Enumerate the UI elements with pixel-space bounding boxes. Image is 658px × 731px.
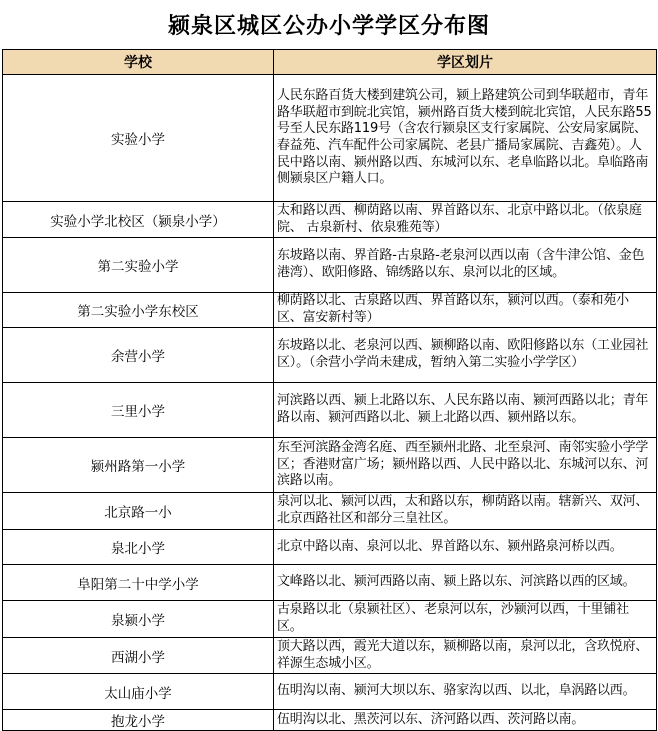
district-area: 古泉路以北（泉颍社区）、老泉河以东，沙颍河以西，十里铺社区。 [274,601,657,638]
district-area: 柳荫路以北、古泉路以西、界首路以东，颍河以西。（泰和苑小区、富安新村等） [274,293,657,328]
district-area: 人民东路百货大楼到建筑公司，颍上路建筑公司到华联超市，青年路华联超市到皖北宾馆，颍州路百货大楼到皖北宾馆，人民东路55号至人民东路119号（含农行颍泉区支行家属院、公安局家属院、春益苑、汽车配件公司家属院、老县广播局家属院、吉鑫苑）。人民中路以南、颍州路以西、东城河以东、老阜临路以北。阜临路南侧颍泉区户籍人口。 [274,75,657,202]
school-name: 颍州路第一小学 [3,438,274,493]
district-area: 河滨路以西、颍上北路以东、人民东路以南、颍河西路以北；青年路以南、颍河西路以北、颍上北路以西、颍州路以东。 [274,383,657,438]
district-area: 东坡路以北、老泉河以西、颍柳路以南、欧阳修路以东（工业园社区）。（余营小学尚未建成，暂纳入第二实验小学学区） [274,328,657,383]
table-row [3,438,657,493]
school-name: 第二实验小学 [3,238,274,293]
table-row [3,565,657,601]
district-area: 东至河滨路金湾名庭、西至颍州北路、北至泉河、南邻实验小学学区；香港财富广场；颍州路以西、人民中路以北、东城河以东、河滨路以南。 [274,438,657,493]
table-row [3,638,657,674]
school-name: 抱龙小学 [3,710,274,731]
school-name: 泉颍小学 [3,601,274,638]
school-district-table [2,49,657,731]
district-area: 太和路以西、柳荫路以南、界首路以东、北京中路以北。（依泉庭院、 古泉新村、依泉雅苑等） [274,202,657,238]
school-name: 余营小学 [3,328,274,383]
school-name: 西湖小学 [3,638,274,674]
district-area: 顶大路以西，霞光大道以东，颍柳路以南，泉河以北，含玖悦府、祥源生态城小区。 [274,638,657,674]
table-row [3,493,657,530]
table-row [3,674,657,710]
table-row [3,530,657,565]
table-row [3,293,657,328]
district-area: 文峰路以北、颍河西路以南、颍上路以东、河滨路以西的区域。 [274,565,657,601]
table-row [3,202,657,238]
school-name: 北京路一小 [3,493,274,530]
table-header-row [3,50,657,75]
page-title: 颍泉区城区公办小学学区分布图 [167,14,490,39]
school-name: 太山庙小学 [3,674,274,710]
school-name: 实验小学 [3,75,274,202]
table-row [3,710,657,731]
table-row [3,75,657,202]
district-area: 伍明沟以北、黑茨河以东、济河路以西、茨河路以南。 [274,710,657,731]
district-area: 伍明沟以南、颍河大坝以东、骆家沟以西、以北，阜涡路以西。 [274,674,657,710]
school-name: 三里小学 [3,383,274,438]
district-area: 北京中路以南、泉河以北、界首路以东、颍州路泉河桥以西。 [274,530,657,565]
district-area: 东坡路以南、界首路-古泉路-老泉河以西以南（含牛津公馆、金色港湾）、欧阳修路、锦绣路以东、泉河以北的区域。 [274,238,657,293]
school-name: 第二实验小学东校区 [3,293,274,328]
school-name: 阜阳第二十中学小学 [3,565,274,601]
column-header-school: 学校 [3,50,274,75]
table-row [3,601,657,638]
column-header-area: 学区划片 [274,50,657,75]
table-row [3,328,657,383]
table-row [3,383,657,438]
school-name: 实验小学北校区（颍泉小学） [3,202,274,238]
district-area: 泉河以北、颍河以西，太和路以东，柳荫路以南。辖新兴、双河、北京西路社区和部分三皇社区。 [274,493,657,530]
school-name: 泉北小学 [3,530,274,565]
table-row [3,238,657,293]
